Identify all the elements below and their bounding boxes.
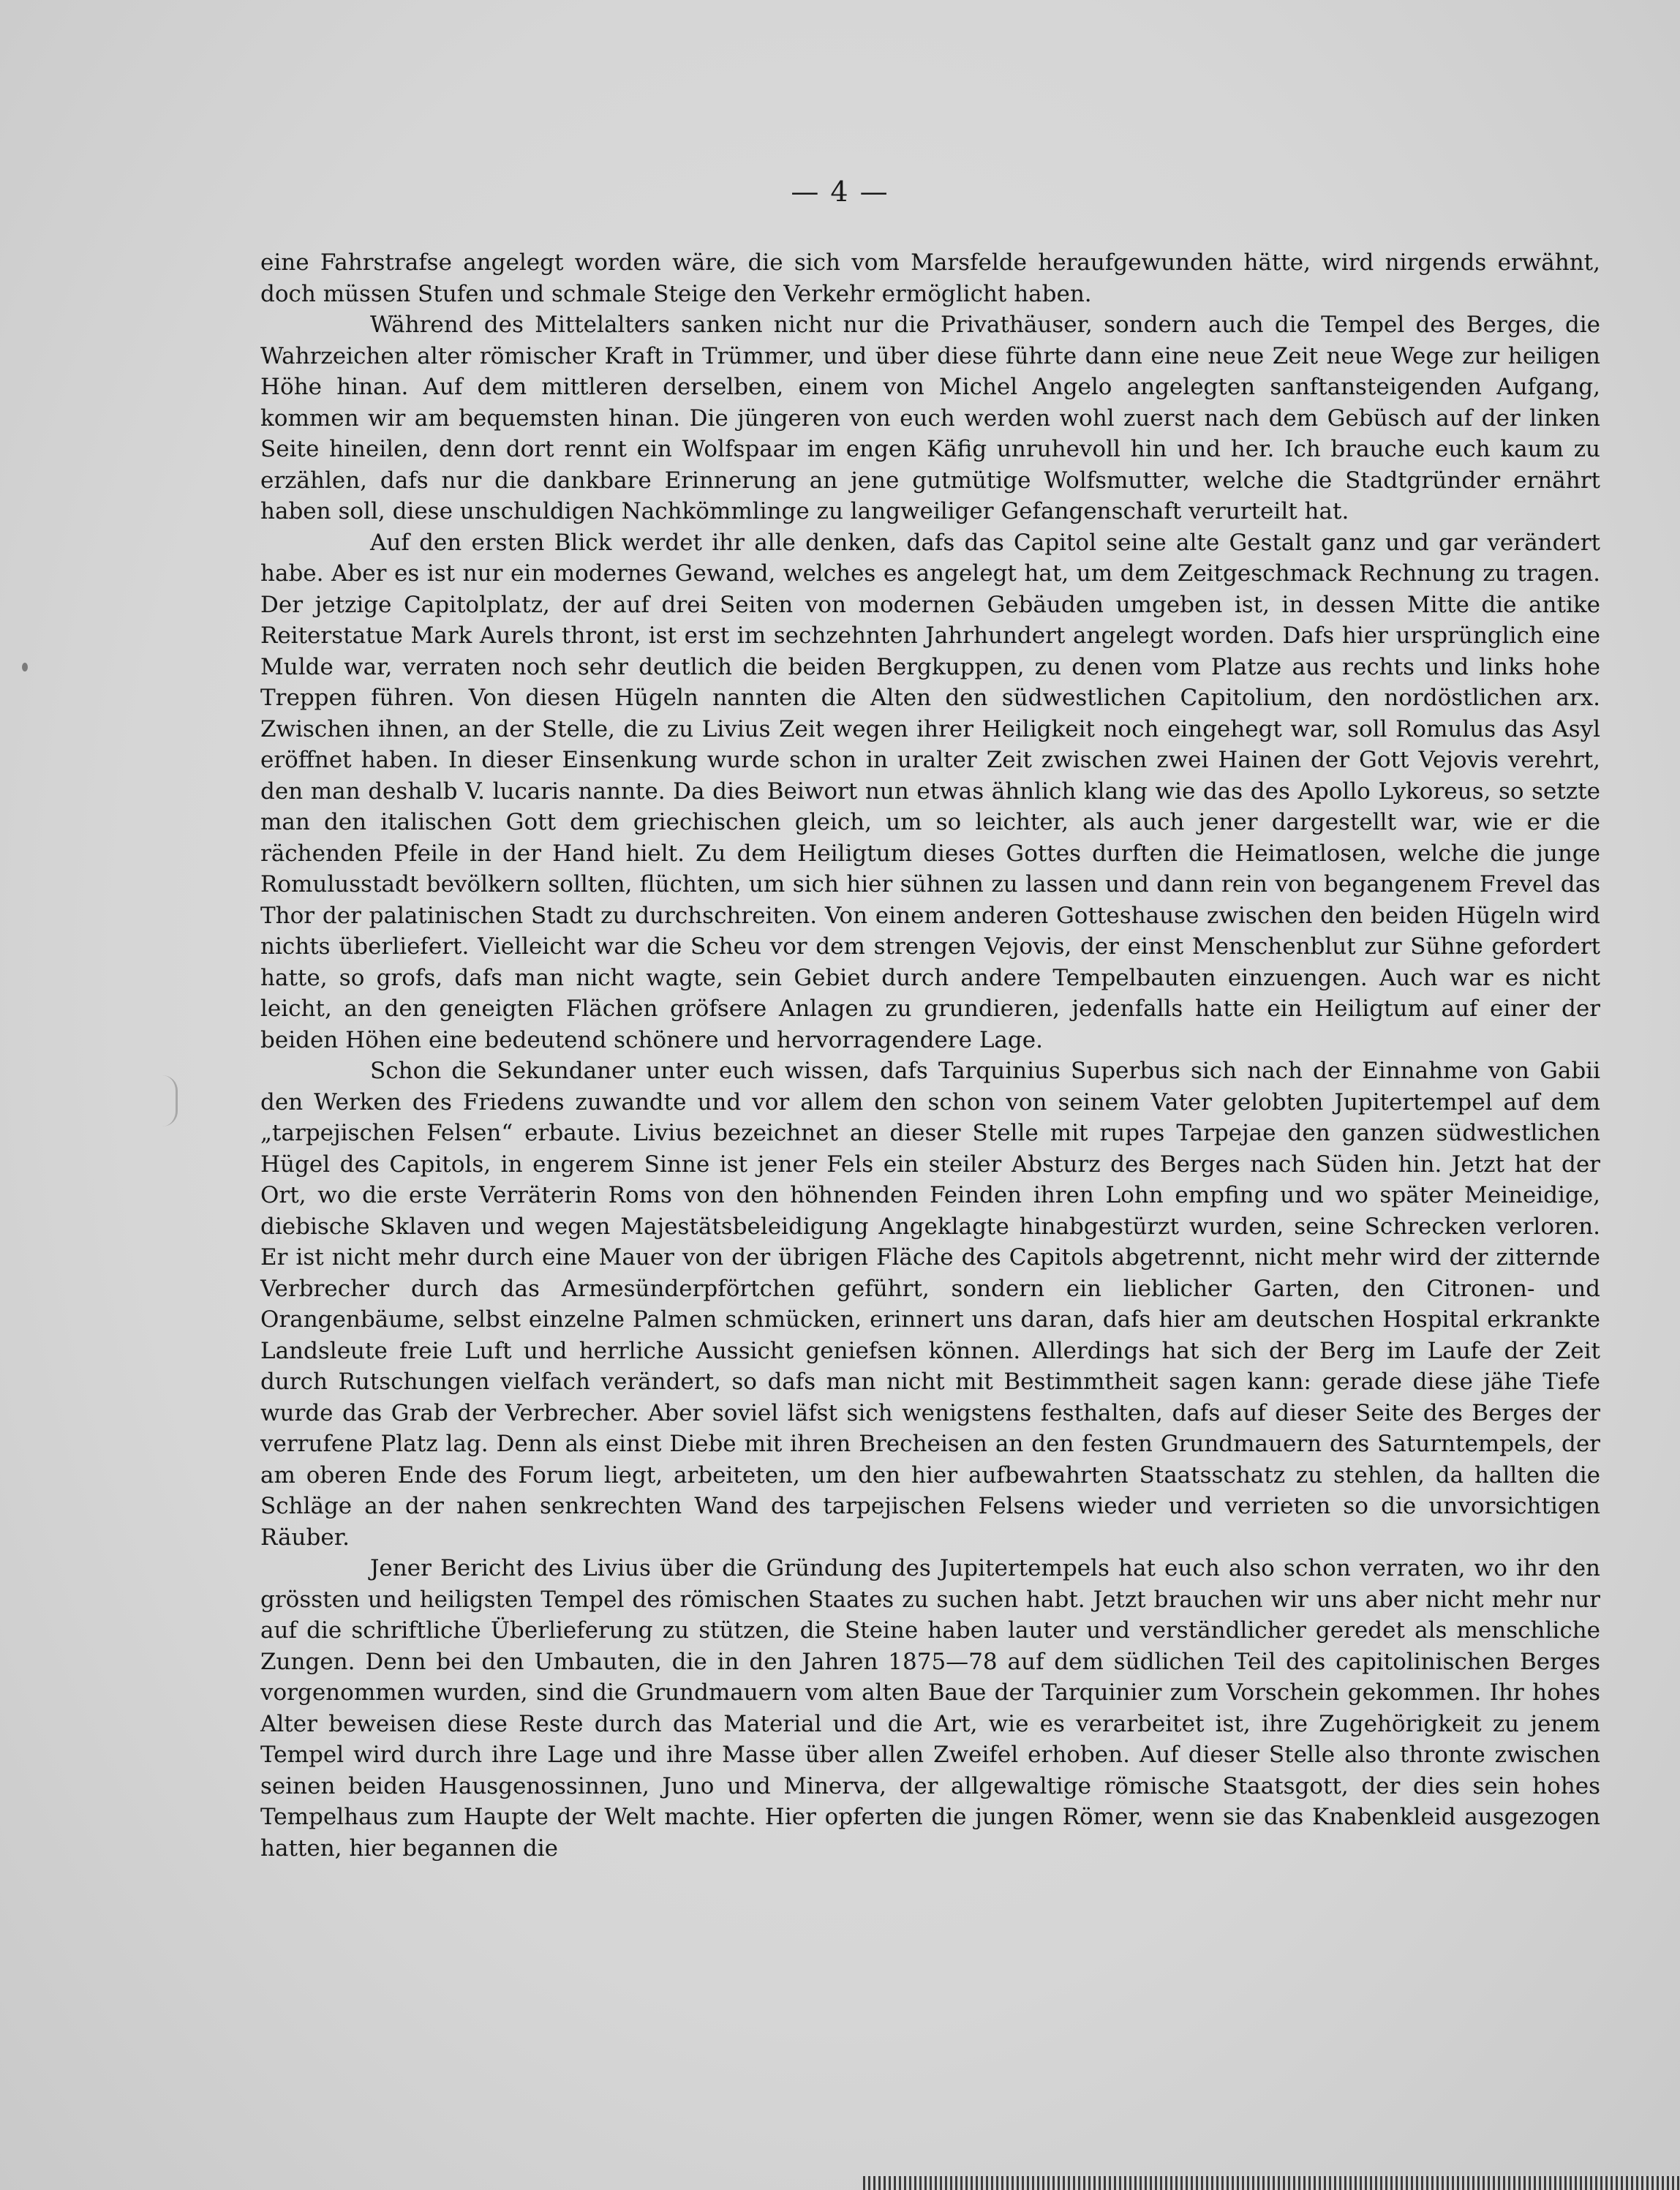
paragraph-2: Während des Mittelalters sanken nicht nur die Privathäuser, sondern auch die Tempel des Berges, die Wahrzeichen alter römischer Kraft in Trümmer, und über diese führte dann eine neue Zeit neue Wege zur heiligen Höhe hinan. Auf dem mittleren derselben, einem von Michel Angelo angelegten sanftansteigenden Aufgang, kommen wir am bequemsten hinan. Die jüngeren von euch werden wohl zuerst nach dem Gebüsch auf der linken Seite hineilen, denn dort rennt ein Wolfspaar im engen Käfig unruhevoll hin und her. Ich brauche euch kaum zu erzählen, dafs nur die dankbare Erinnerung an jene gutmütige Wolfsmutter, welche die Stadtgründer ernährt haben soll, diese unschuldigen Nachkömmlinge zu langweiliger Gefangenschaft verurteilt hat.: [260, 312, 1600, 524]
paragraph-3: Auf den ersten Blick werdet ihr alle denken, dafs das Capitol seine alte Gestalt ganz und gar verändert habe. Aber es ist nur ein modernes Gewand, welches es angelegt hat, um dem Zeitgeschmack Rechnung zu tragen. Der jetzige Capitolplatz, der auf drei Seiten von modernen Gebäuden umgeben ist, in dessen Mitte die antike Reiterstatue Mark Aurels thront, ist erst im sechzehnten Jahrhundert angelegt worden. Dafs hier ursprünglich eine Mulde war, verraten noch sehr deutlich die beiden Bergkuppen, zu denen vom Platze aus rechts und links hohe Treppen führen. Von diesen Hügeln nannten die Alten den südwestlichen Capitolium, den nordöstlichen arx. Zwischen ihnen, an der Stelle, die zu Livius Zeit wegen ihrer Heiligkeit noch eingehegt war, soll Romulus das Asyl eröffnet haben. In dieser Einsenkung wurde schon in uralter Zeit zwischen zwei Hainen der Gott Vejovis verehrt, den man deshalb V. lucaris nannte. Da dies Beiwort nun etwas ähnlich klang wie das des Apollo Lykoreus, so setzte man den italischen Gott dem griechischen gleich, um so leichter, als auch jener dargestellt war, wie er die rächenden Pfeile in der Hand hielt. Zu dem Heiligtum dieses Gottes durften die Heimatlosen, welche die junge Romulusstadt bevölkern sollten, flüchten, um sich hier sühnen zu lassen und dann rein von begangenem Frevel das Thor der palatinischen Stadt zu durchschreiten. Von einem anderen Gotteshause zwischen den beiden Hügeln wird nichts überliefert. Vielleicht war die Scheu vor dem strengen Vejovis, der einst Menschenblut zur Sühne gefordert hatte, so grofs, dafs man nicht wagte, sein Gebiet durch andere Tempelbauten einzuengen. Auch war es nicht leicht, an den geneigten Flächen gröfsere Anlagen zu grundieren, jedenfalls hatte ein Heiligtum auf einer der beiden Höhen eine bedeutend schönere und hervorragendere Lage.: [260, 529, 1600, 1053]
margin-pencil-mark: [162, 1075, 178, 1126]
paragraph-5: Jener Bericht des Livius über die Gründung des Jupitertempels hat euch also schon verraten, wo ihr den grössten und heiligsten Tempel des römischen Staates zu suchen habt. Jetzt brauchen wir uns aber nicht mehr nur auf die schriftliche Überlieferung zu stützen, die Steine haben lauter und verständlicher geredet als menschliche Zungen. Denn bei den Umbauten, die in den Jahren 1875—78 auf dem südlichen Teil des capitolinischen Berges vorgenommen wurden, sind die Grundmauern vom alten Baue der Tarquinier zum Vorschein gekommen. Ihr hohes Alter beweisen diese Reste durch das Material und die Art, wie es verarbeitet ist, ihre Zugehörigkeit zu jenem Tempel wird durch ihre Lage und ihre Masse über allen Zweifel erhoben. Auf dieser Stelle also thronte zwischen seinen beiden Hausgenossinnen, Juno und Minerva, der allgewaltige römische Staatsgott, der dies sein hohes Tempelhaus zum Haupte der Welt machte. Hier opferten die jungen Römer, wenn sie das Knabenkleid ausgezogen hatten, hier begannen die: [260, 1555, 1600, 1862]
paragraph-4: Schon die Sekundaner unter euch wissen, dafs Tarquinius Superbus sich nach der Einnahme von Gabii den Werken des Friedens zuwandte und vor allem den schon von seinem Vater gelobten Jupitertempel auf dem „tarpejischen Felsen“ erbaute. Livius bezeichnet an dieser Stelle mit rupes Tarpejae den ganzen südwestlichen Hügel des Capitols, in engerem Sinne ist jener Fels ein steiler Absturz des Berges nach Süden hin. Jetzt hat der Ort, wo die erste Verräterin Roms von den höhnenden Feinden ihren Lohn empfing und wo später Meineidige, diebische Sklaven und wegen Majestätsbeleidigung Angeklagte hinabgestürzt wurden, seine Schrecken verloren. Er ist nicht mehr durch eine Mauer von der übrigen Fläche des Capitols abgetrennt, nicht mehr wird der zitternde Verbrecher durch das Armesünderpförtchen geführt, sondern ein lieblicher Garten, den Citronen- und Orangenbäume, selbst einzelne Palmen schmücken, erinnert uns daran, dafs hier am deutschen Hospital erkrankte Landsleute freie Luft und herrliche Aussicht geniefsen können. Allerdings hat sich der Berg im Laufe der Zeit durch Rutschungen vielfach verändert, so dafs man nicht mit Bestimmtheit sagen kann: gerade diese jähe Tiefe wurde das Grab der Verbrecher. Aber soviel läfst sich wenigstens festhalten, dafs auf dieser Seite des Berges der verrufene Platz lag. Denn als einst Diebe mit ihren Brecheisen an den festen Grundmauern des Saturntempels, der am oberen Ende des Forum liegt, arbeiteten, um den hier aufbewahrten Staatsschatz zu stehlen, da hallten die Schläge an der nahen senkrechten Wand des tarpejischen Felsens wieder und verrieten so die unvorsichtigen Räuber.: [260, 1058, 1600, 1551]
page-number: — 4 —: [791, 176, 889, 208]
body-text: [260, 247, 1600, 1864]
ink-dot-mark: [22, 663, 28, 671]
paragraph-1: eine Fahrstrafse angelegt worden wäre, die sich vom Marsfelde heraufgewunden hätte, wird nirgends erwähnt, doch müssen Stufen und schmale Steige den Verkehr ermöglicht haben.: [260, 249, 1600, 307]
scan-edge-artifact: [863, 2176, 1680, 2190]
